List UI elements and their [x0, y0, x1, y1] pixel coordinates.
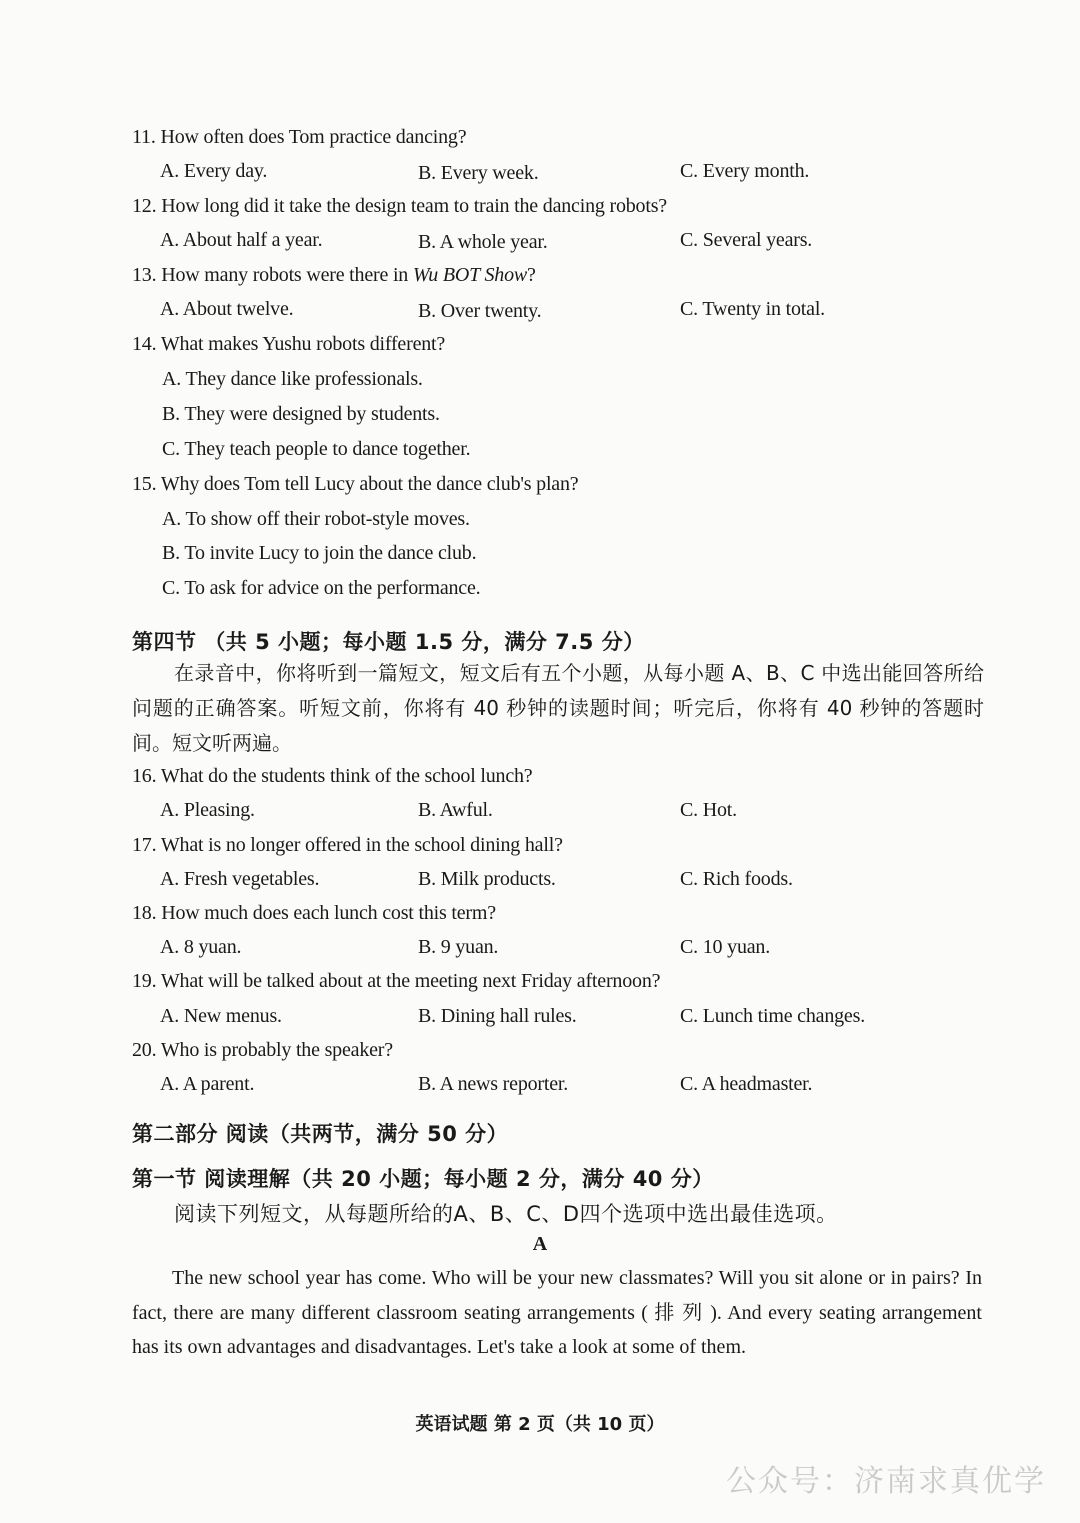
section-4-heading: 第四节 （共 5 小题；每小题 1.5 分，满分 7.5 分）: [132, 630, 645, 654]
q12-option-c: C. Several years.: [680, 229, 813, 251]
q12-option-b: B. A whole year.: [418, 231, 548, 253]
q13-option-b: B. Over twenty.: [418, 300, 542, 322]
q13-option-a: A. About twelve.: [160, 298, 294, 320]
question-13-prefix: 13. How many robots were there in: [132, 264, 413, 286]
question-15: 15. Why does Tom tell Lucy about the dance club's plan?: [132, 473, 579, 495]
q14-option-a: A. They dance like professionals.: [162, 368, 423, 390]
q11-option-c: C. Every month.: [680, 160, 810, 182]
q19-option-b: B. Dining hall rules.: [418, 1005, 577, 1027]
q18-option-a: A. 8 yuan.: [160, 936, 242, 958]
question-14: 14. What makes Yushu robots different?: [132, 333, 446, 355]
q11-option-a: A. Every day.: [160, 160, 268, 182]
page-footer: 英语试题 第 2 页（共 10 页）: [415, 1414, 665, 1435]
passage-a-text: The new school year has come. Who will be your new classmates? Will you sit alone or in pairs? In fact, there are many different classroom seating arrangements ( 排 列 ). And every seating arrangement has its own advantages and disadvantages. Let's take a look at some of them.: [132, 1267, 982, 1358]
q16-option-a: A. Pleasing.: [160, 799, 255, 821]
part-2-heading: 第二部分 阅读（共两节，满分 50 分）: [132, 1122, 509, 1146]
question-11: 11. How often does Tom practice dancing?: [132, 126, 467, 148]
question-12: 12. How long did it take the design team to train the dancing robots?: [132, 195, 667, 217]
question-19: 19. What will be talked about at the meeting next Friday afternoon?: [132, 970, 661, 992]
q15-option-b: B. To invite Lucy to join the dance club.: [162, 542, 477, 564]
q16-option-b: B. Awful.: [418, 799, 493, 821]
section-4-instructions: 在录音中，你将听到一篇短文，短文后有五个小题，从每小题 A、B、C 中选出能回答所给问题的正确答案。听短文前，你将有 40 秒钟的读题时间；听完后，你将有 40 秒钟的答题时间。短文听两遍。: [132, 661, 984, 755]
q20-option-c: C. A headmaster.: [680, 1073, 813, 1095]
q15-option-a: A. To show off their robot-style moves.: [162, 508, 470, 530]
q18-option-c: C. 10 yuan.: [680, 936, 771, 958]
q20-option-b: B. A news reporter.: [418, 1073, 569, 1095]
part-2-section-1-heading: 第一节 阅读理解（共 20 小题；每小题 2 分，满分 40 分）: [132, 1167, 714, 1191]
question-18: 18. How much does each lunch cost this term?: [132, 902, 496, 924]
q20-option-a: A. A parent.: [160, 1073, 255, 1095]
q17-option-a: A. Fresh vegetables.: [160, 868, 320, 890]
q13-option-c: C. Twenty in total.: [680, 298, 825, 320]
q18-option-b: B. 9 yuan.: [418, 936, 499, 958]
passage-label: A: [532, 1233, 548, 1255]
q11-option-b: B. Every week.: [418, 162, 539, 184]
q12-option-a: A. About half a year.: [160, 229, 323, 251]
q15-option-c: C. To ask for advice on the performance.: [162, 577, 481, 599]
watermark: 公众号：济南求真优学: [726, 1464, 1046, 1499]
question-17: 17. What is no longer offered in the school dining hall?: [132, 834, 563, 856]
show-title: Wu BOT Show: [412, 264, 528, 286]
question-16: 16. What do the students think of the school lunch?: [132, 765, 533, 787]
q16-option-c: C. Hot.: [680, 799, 737, 821]
question-13-suffix: ?: [527, 264, 536, 286]
q14-option-b: B. They were designed by students.: [162, 403, 440, 425]
q19-option-c: C. Lunch time changes.: [680, 1005, 865, 1027]
question-20: 20. Who is probably the speaker?: [132, 1039, 393, 1061]
question-13: [132, 264, 536, 287]
q19-option-a: A. New menus.: [160, 1005, 282, 1027]
q17-option-b: B. Milk products.: [418, 868, 556, 890]
q17-option-c: C. Rich foods.: [680, 868, 793, 890]
part-2-section-1-instructions: 阅读下列短文，从每题所给的A、B、C、D四个选项中选出最佳选项。: [174, 1202, 838, 1226]
q14-option-c: C. They teach people to dance together.: [162, 438, 471, 460]
